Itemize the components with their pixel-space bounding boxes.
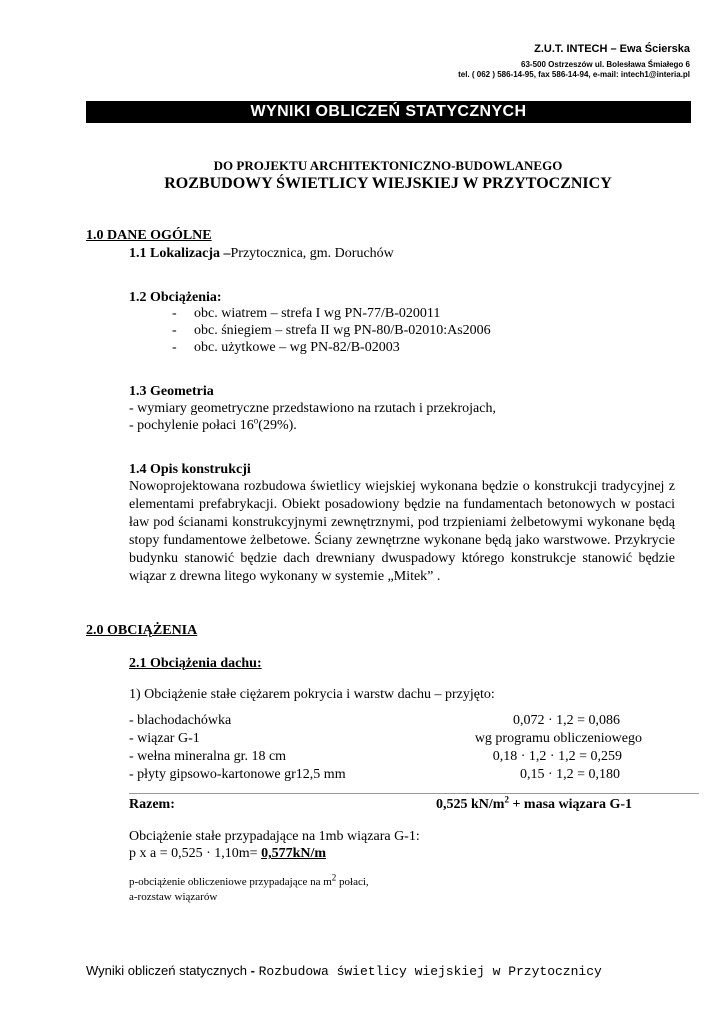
company-contact: tel. ( 062 ) 586-14-95, fax 586-14-94, e-mail: intech1@interia.pl (458, 70, 690, 79)
section-2-heading: 2.0 OBCIĄŻENIA (86, 623, 198, 638)
load-item: obc. wiatrem – strefa I wg PN-77/B-020011 (194, 306, 441, 321)
note-p-text: p-obciążenie obliczeniowe przypadające na m (129, 876, 332, 888)
layer-name: - blachodachówka (129, 713, 232, 728)
total-extra: + masa wiązara G-1 (508, 797, 633, 812)
formula-text: p x a = 0,525 · 1,10m= (129, 846, 262, 861)
geometry-slope-line (129, 415, 297, 434)
footer-label: Wyniki obliczeń statycznych (86, 963, 247, 978)
note-p-end: połaci, (336, 876, 369, 888)
load-item: obc. śniegiem – strefa II wg PN-80/B-02010:As2006 (194, 323, 491, 338)
load-item-dash: - (172, 340, 177, 355)
roof-loads-heading: 2.1 Obciążenia dachu: (129, 656, 262, 671)
footer-separator: - (247, 963, 259, 978)
description-heading: 1.4 Opis konstrukcji (129, 462, 251, 477)
title-banner: WYNIKI OBLICZEŃ STATYCZNYCH (86, 101, 691, 123)
permanent-load-item: 1) Obciążenie stałe ciężarem pokrycia i warstw dachu – przyjęto: (129, 687, 495, 702)
layer-name: - wełna mineralna gr. 18 cm (129, 749, 287, 764)
company-name: Z.U.T. INTECH – Ewa Ścierska (534, 43, 690, 55)
page-footer (86, 963, 602, 979)
loads-heading: 1.2 Obciążenia: (129, 290, 222, 305)
geometry-heading: 1.3 Geometria (129, 384, 214, 399)
layer-name: - płyty gipsowo-kartonowe gr12,5 mm (129, 767, 346, 782)
geometry-line: - wymiary geometryczne przedstawiono na rzutach i przekrojach, (129, 401, 496, 416)
layer-value: 0,072 · 1,2 = 0,086 (512, 713, 620, 728)
load-item: obc. użytkowe – wg PN-82/B-02003 (194, 340, 400, 355)
unit-exponent: 2 (504, 794, 509, 805)
location-line (129, 246, 394, 262)
location-label: 1.1 Lokalizacja – (129, 246, 231, 261)
location-value: Przytocznica, gm. Doruchów (230, 246, 394, 261)
note-p (129, 872, 369, 888)
total-amount: 0,525 kN/m (436, 797, 505, 812)
project-title: ROZBUDOWY ŚWIETLICY WIEJSKIEJ W PRZYTOCZNICY (164, 175, 612, 192)
layer-value: wg programu obliczeniowego (474, 731, 642, 746)
slope-text: - pochylenie połaci 16 (129, 418, 254, 433)
note-a: a-rozstaw wiązarów (129, 891, 218, 903)
section-1-heading: 1.0 DANE OGÓLNE (86, 228, 212, 243)
project-subtitle: DO PROJEKTU ARCHITEKTONICZNO-BUDOWLANEGO (213, 158, 563, 173)
degree-mark: o (253, 415, 259, 426)
per-truss-line: Obciążenie stałe przypadające na 1mb wiązara G-1: (129, 829, 420, 844)
load-item-dash: - (172, 323, 177, 338)
total-value (436, 794, 633, 813)
load-item-dash: - (172, 306, 177, 321)
per-truss-formula (129, 846, 326, 862)
layer-name: - wiązar G-1 (129, 731, 200, 746)
company-address: 63-500 Ostrzeszów ul. Bolesława Śmiałego 6 (521, 60, 690, 69)
total-label: Razem: (129, 797, 175, 812)
sum-divider (129, 793, 699, 794)
description-paragraph: Nowoprojektowana rozbudowa świetlicy wiejskiej wykonana będzie o konstrukcji tradycyjnej z elementami prefabrykacji. Obiekt posadowiony będzie na fundamentach betonowych w postaci ław pod ścianami konstrukcyjnymi zewnętrznymi, pod trzpieniami żelbetowymi wykonane będą stopy fundamentowe żelbetowe. Ściany zewnętrzne wykonane będą jako warstwowe. Przykrycie budynku stanowić będzie dach drewniany dwuspadowy którego konstrukcje stanowić będzie wiązar z drewna litego wykonany w systemie „Mitek” . (129, 479, 675, 584)
layer-value: 0,18 · 1,2 · 1,2 = 0,259 (492, 749, 622, 764)
layer-value: 0,15 · 1,2 = 0,180 (519, 767, 620, 782)
footer-title: Rozbudowa świetlicy wiejskiej w Przytocznicy (258, 964, 602, 979)
formula-result: 0,577kN/m (261, 846, 327, 861)
slope-percent: (29%). (258, 418, 297, 433)
note-exponent: 2 (331, 872, 337, 883)
